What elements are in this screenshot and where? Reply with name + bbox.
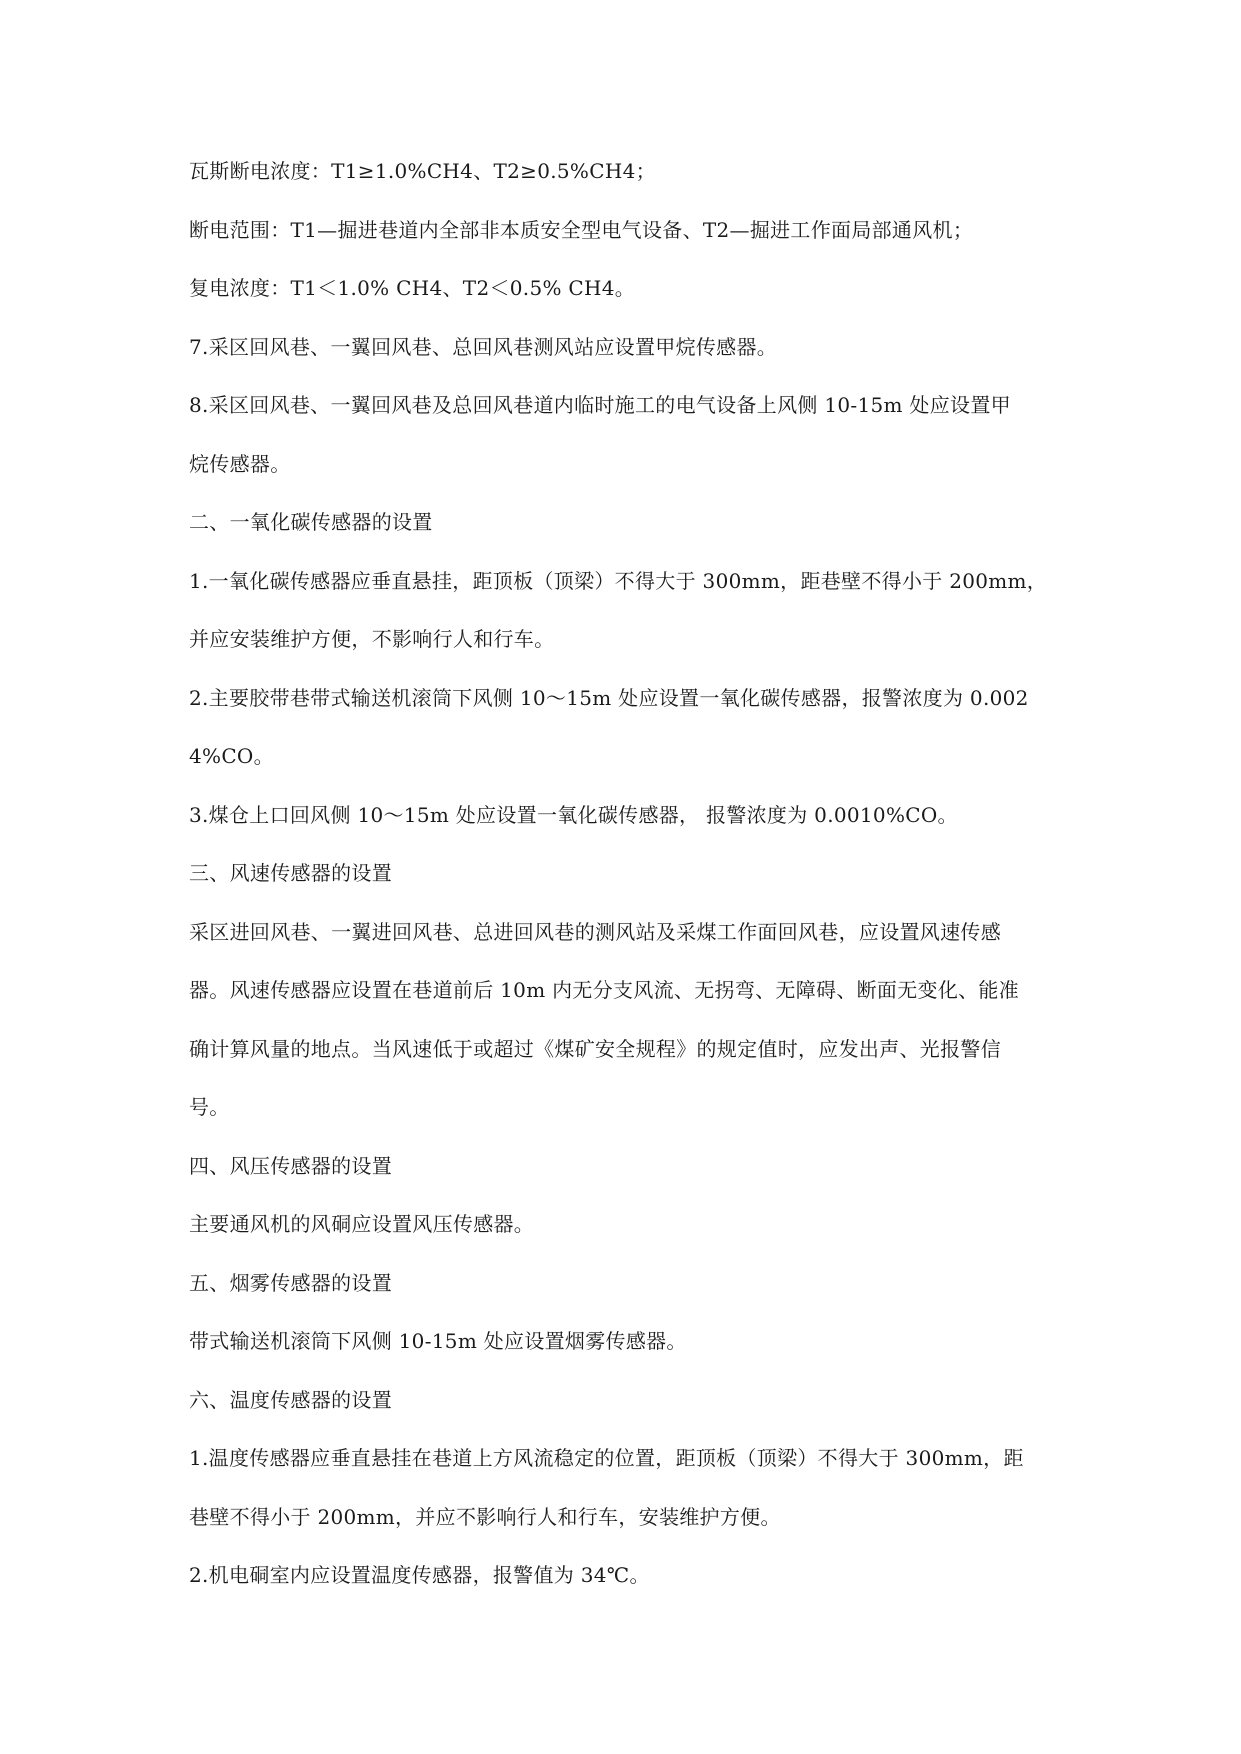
text-line: 号。 <box>189 1095 230 1119</box>
section-heading: 六、温度传感器的设置 <box>189 1387 392 1412</box>
document-body <box>189 157 1069 1620</box>
text-line: 4%CO。 <box>189 744 274 768</box>
text-line: 瓦斯断电浓度：T1≥1.0%CH4、T2≥0.5%CH4； <box>189 159 656 183</box>
section-heading: 四、风压传感器的设置 <box>189 1153 392 1178</box>
text-line: 烷传感器。 <box>189 451 291 476</box>
text-line: 3.煤仓上口回风侧 10～15m 处应设置一氧化碳传感器， 报警浓度为 0.0010%CO。 <box>189 802 958 827</box>
text-line: 2.主要胶带巷带式输送机滚筒下风侧 10～15m 处应设置一氧化碳传感器，报警浓度为 0.002 <box>189 685 1029 710</box>
text-line: 主要通风机的风硐应设置风压传感器。 <box>189 1212 535 1236</box>
text-line: 带式输送机滚筒下风侧 10-15m 处应设置烟雾传感器。 <box>189 1329 687 1353</box>
text-line: 并应安装维护方便，不影响行人和行车。 <box>189 627 555 651</box>
text-line: 确计算风量的地点。当风速低于或超过《煤矿安全规程》的规定值时，应发出声、光报警信 <box>189 1036 1001 1061</box>
section-heading: 三、风速传感器的设置 <box>189 861 392 885</box>
text-line: 1.一氧化碳传感器应垂直悬挂，距顶板（顶梁）不得大于 300mm，距巷壁不得小于 200mm， <box>189 568 1048 593</box>
text-line: 巷壁不得小于 200mm，并应不影响行人和行车，安装维护方便。 <box>189 1504 781 1529</box>
text-line: 采区进回风巷、一翼进回风巷、总进回风巷的测风站及采煤工作面回风巷，应设置风速传感 <box>189 919 1001 944</box>
text-line: 器。风速传感器应设置在巷道前后 10m 内无分支风流、无拐弯、无障碍、断面无变化、能准 <box>189 978 1020 1002</box>
section-heading: 五、烟雾传感器的设置 <box>189 1270 392 1295</box>
text-line: 1.温度传感器应垂直悬挂在巷道上方风流稳定的位置，距顶板（顶梁）不得大于 300mm，距 <box>189 1446 1024 1470</box>
text-line: 复电浓度：T1＜1.0% CH4、T2＜0.5% CH4。 <box>189 276 636 300</box>
text-line: 断电范围：T1—掘进巷道内全部非本质安全型电气设备、T2—掘进工作面局部通风机； <box>189 217 974 242</box>
section-heading: 二、一氧化碳传感器的设置 <box>189 510 433 534</box>
text-line: 7.采区回风巷、一翼回风巷、总回风巷测风站应设置甲烷传感器。 <box>189 334 778 359</box>
text-line: 2.机电硐室内应设置温度传感器，报警值为 34℃。 <box>189 1563 650 1587</box>
text-line: 8.采区回风巷、一翼回风巷及总回风巷道内临时施工的电气设备上风侧 10-15m 处应设置甲 <box>189 393 1011 417</box>
